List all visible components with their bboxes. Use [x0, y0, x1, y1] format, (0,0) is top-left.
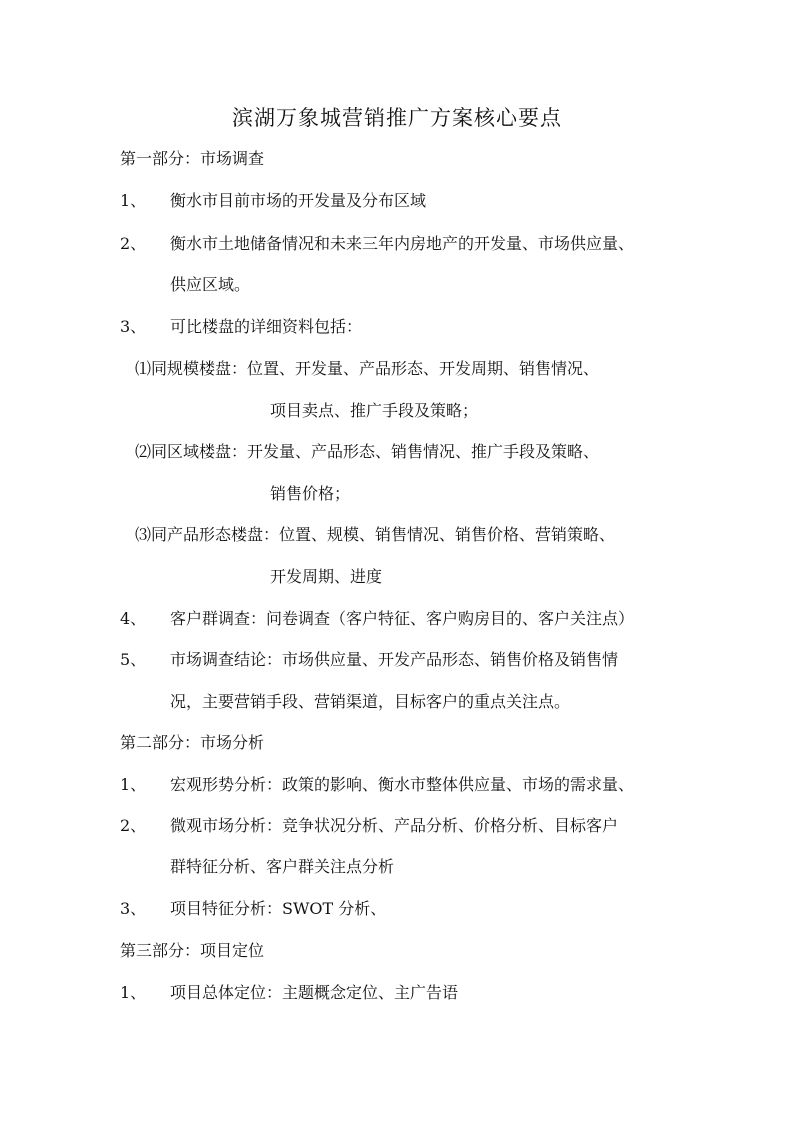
part1-item1-text: 衡水市目前市场的开发量及分布区域 [170, 191, 427, 210]
part2-heading: 第二部分：市场分析 [120, 733, 265, 752]
part1-item5-number: 5、 [120, 650, 147, 669]
part1-item5-text: 市场调查结论：市场供应量、开发产品形态、销售价格及销售情 [170, 650, 619, 669]
part3-item1-number: 1、 [120, 983, 147, 1002]
part1-sub2-text: ⑵同区域楼盘：开发量、产品形态、销售情况、推广手段及策略、 [135, 442, 600, 461]
part2-item1-number: 1、 [120, 775, 147, 794]
part1-sub3-text-cont: 开发周期、进度 [270, 567, 383, 586]
part1-sub3-text: ⑶同产品形态楼盘：位置、规模、销售情况、销售价格、营销策略、 [135, 525, 616, 544]
part2-item2-number: 2、 [120, 816, 147, 835]
part1-item2-number: 2、 [120, 234, 147, 253]
part1-heading: 第一部分：市场调查 [120, 149, 265, 168]
part2-item3-text: 项目特征分析：SWOT 分析、 [170, 899, 387, 918]
part1-item1-number: 1、 [120, 191, 147, 210]
part1-item5-text-cont: 况，主要营销手段、营销渠道，目标客户的重点关注点。 [170, 692, 571, 711]
part1-item3-number: 3、 [120, 317, 147, 336]
part3-item1-text: 项目总体定位：主题概念定位、主广告语 [170, 983, 459, 1002]
part1-item4-number: 4、 [120, 609, 147, 628]
document-title: 滨湖万象城营销推广方案核心要点 [232, 106, 562, 130]
part2-item2-text: 微观市场分析：竞争状况分析、产品分析、价格分析、目标客户 [170, 816, 619, 835]
part1-item3-text: 可比楼盘的详细资料包括： [170, 317, 363, 336]
part1-item4-text: 客户群调查：问卷调查（客户特征、客户购房目的、客户关注点） [170, 609, 635, 628]
part1-sub1-text: ⑴同规模楼盘：位置、开发量、产品形态、开发周期、销售情况、 [135, 359, 600, 378]
part3-heading: 第三部分：项目定位 [120, 941, 265, 960]
part1-sub1-text-cont: 项目卖点、推广手段及策略； [270, 401, 479, 420]
part2-item2-text-cont: 群特征分析、客户群关注点分析 [170, 857, 395, 876]
part1-item2-text-cont: 供应区域。 [170, 275, 251, 294]
part1-sub2-text-cont: 销售价格； [270, 484, 351, 503]
part2-item1-text: 宏观形势分析：政策的影响、衡水市整体供应量、市场的需求量、 [170, 775, 635, 794]
part2-item3-number: 3、 [120, 899, 147, 918]
part1-item2-text: 衡水市土地储备情况和未来三年内房地产的开发量、市场供应量、 [170, 234, 635, 253]
